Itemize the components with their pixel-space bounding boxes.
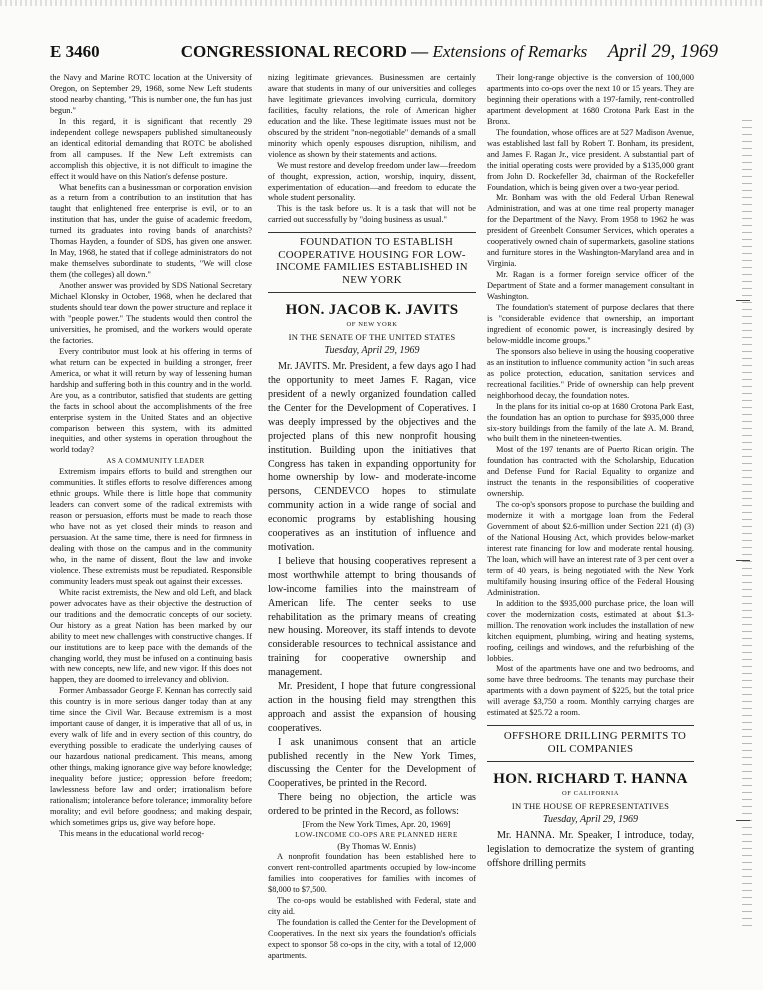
binding-edge [742,120,752,930]
divider [268,232,476,233]
paragraph: Every contributor must look at his offering in terms of what return can be expected in building a stronger, freer America, or what it will return by way of lessening human hardship and suffering both in this country and in the world. Are you, as a contributor, satisfied that students are getting the facts in school about the accomplishments of the free enterprise system in the United States and an objective comparison between this system, with its admitted inequities, and other systems in operation throughout the world today? [50,346,252,455]
chamber: IN THE HOUSE OF REPRESENTATIVES [511,801,670,812]
paragraph: Most of the 197 tenants are of Puerto Rican origin. The foundation has contracted with the Scholarship, Education and Defense Fund for Racial Equality to organize and instruct the tenants in the responsibilities of cooperative ownership. [487,445,694,499]
paragraph: Mr. Ragan is a former foreign service officer of the Department of State and a former management consultant in Washington. [487,270,694,302]
header-date: April 29, 1969 [607,41,718,62]
paragraph: I ask unanimous consent that an article published recently in the New York Times, discussing the Center for the Development of Cooperatives, be printed in the Record. [268,736,476,790]
paragraph: Mr. JAVITS. Mr. President, a few days ago I had the opportunity to meet James F. Ragan, vice president of a newly organized foundation called the Center for the Development of Coperatives. I was deeply impressed by the objectives and the projected plans of this new nonprofit housing institution. Building upon the initiatives that Congress has taken in expanding opportunity for home ownership by low- and moderate-income persons, CENDEVCO hopes to stimulate community action in a wide range of social and economic programs by establishing housing cooperatives as an institution of influence and motivation. [268,361,476,553]
column-2 [268,73,476,962]
divider [487,761,694,762]
section-name: Extensions of Remarks [432,42,588,61]
paragraph: This is the task before us. It is a task that will not be carried out successfully by "doing business as usual." [268,204,476,225]
paragraph: The co-op's sponsors propose to purchase the building and modernize it with a mortgage loan from the Federal Government of about $2.6-million under Section 221 (d) (3) of the National Housing Act, which provides below-market interest rate financing for low and moderate rental housing. The loan, which will have an interest rate of 3 per cent over a term of 40 years, is being negotiated with the New York multifamily housing insuring office of the Federal Housing Administration. [487,500,694,597]
paragraph: There being no objection, the article was ordered to be printed in the Record, as follows: [268,792,476,818]
paragraph: Former Ambassador George F. Kennan has correctly said this country is in more serious danger today than at any time since the Civil War. Because extremism is a most important cause of danger, it is imperative that all of us, in every walk of life and in every section of this country, do everything possible to eradicate the underlying causes of our hazardous national predicament. This means, among other things, making ignorance give way before knowledge; inequality before justice; oppression before freedom; lawlessness before law and order; irrationalism before rationalism; intolerance before tolerance; immorality before morality; and evil before goodness; and making despair, which sometimes grips us, give way before hope. [50,686,252,827]
paragraph: White racist extremists, the New and old Left, and black power advocates have as their objective the destruction of our traditions and the democratic concepts of our society. Our history as a great Nation has been marked by our ability to meet new challenges with constructive changes. If our institutions are to keep pace with the demands of the changing world, they must be infused on a continuing basis with new concepts, new life, and new vigor. If this does not happen, they are doomed to irrelevancy and oblivion. [50,587,252,685]
paragraph: Their long-range objective is the conversion of 100,000 apartments into co-ops over the next 10 or 15 years. They are beginning their operations with a 197-family, rent-controlled apartment development at 1680 Crotona Park East in the Bronx. [487,73,694,126]
page-header [50,42,718,66]
speech-date: Tuesday, April 29, 1969 [324,345,420,357]
paragraph: Extremism impairs efforts to build and strengthen our communities. It stifles efforts to resolve differences among ethnic groups. While there is little hope that community leaders can convert some of the radical extremists with reason or persuasion, efforts must be made to reach those who have not as yet closed their minds to reason and persuasion. At the same time, there is need for firmness in dealing with those on the campus and in the community who, in the name of dissent, flout the law and invoke violence. These extremists must be repudiated. Responsible community leaders must speak out against their excesses. [50,467,252,586]
paragraph: Another answer was provided by SDS National Secretary Michael Klonsky in October, 1968, when he declared that students should tear down the power structure and replace it with "people power." The students would then control the universities, he promised, and the workers would operate the factories. [50,281,252,345]
byline: (By Thomas W. Ennis) [337,841,416,852]
article-title: FOUNDATION TO ESTABLISH COOPERATIVE HOUSING FOR LOW-INCOME FAMILIES ESTABLISHED IN NEW YORK [276,236,468,286]
paragraph: The co-ops would be established with Federal, state and city aid. [268,895,476,916]
paragraph: What benefits can a businessman or corporation envision as a return from a contribution to an institution that has taught that enlightened free enterprise is evil, or to an institution that has, under the guise of academic freedom, turned its graduates into roving bands of anarchists? Thomas Hayden, a founder of SDS, has given one answer. In May, 1968, he stated that if college administrators do not make themselves subordinate to students, "We will close them (the colleges) all down." [50,182,252,280]
article-title: OFFSHORE DRILLING PERMITS TO OIL COMPANIES [503,730,687,755]
nyt-headline: LOW-INCOME CO-OPS ARE PLANNED HERE [295,831,458,840]
divider [268,292,476,293]
paragraph: Mr. President, I hope that future congressional action in the housing field may strengthen this approach and assist the expansion of housing cooperatives. [268,681,476,734]
paragraph: nizing legitimate grievances. Businessmen are certainly aware that students in many of our universities and colleges have legitimate grievances involving curricula, dormitory facilities, faculty relations, the role of American higher education and the like. These legitimate issues must not be obscured by the strident "non-negotiable" demands of a small minority which openly espouses disruption, nihilism, and violence as shown by their statements and actions. [268,73,476,159]
margin-mark [736,560,750,561]
speaker-name: HON. JACOB K. JAVITS [285,302,459,319]
speaker-name: HON. RICHARD T. HANNA [493,771,688,788]
paragraph: A nonprofit foundation has been established here to convert rent-controlled apartments occupied by low-income families into cooperatives for families with incomes of $8,000 to $7,500. [268,851,476,894]
paragraph: The foundation is called the Center for the Development of Cooperatives. In the next six years the foundation's officials expect to sponsor 58 co-ops in the city, with a total of 12,000 apartments. [268,917,476,960]
scan-edge [0,0,763,6]
margin-mark [736,300,750,301]
column-3 [487,73,694,871]
page-number: E 3460 [50,42,100,61]
paragraph: The foundation, whose offices are at 527 Madison Avenue, was established last fall by Robert T. Bonham, its president, and James F. Ragan Jr., vice president. A substantial part of the initial operating costs were provided by a $135,000 grant from John D. Rockefeller 3d, chairman of the Rockefeller Foundation, which is being given over a two-year period. [487,127,694,192]
speech-body [487,829,694,871]
paragraph: The foundation's statement of purpose declares that there is "considerable evidence that ownership, an important ingredient of economic power, is increasingly desired by below-middle income groups." [487,303,694,345]
paragraph: In addition to the $935,000 purchase price, the loan will cover the modernization costs, estimated at about $1.3-million. The renovation work includes the installation of new kitchen equipment, plumbing, wiring and heating systems, roofing, ceilings and windows, and the refurbishing of the lobbies. [487,598,694,663]
column-1 [50,73,252,840]
paragraph: This means in the educational world recog- [59,828,205,838]
paragraph: I believe that housing cooperatives represent a most worthwhile attempt to bring thousands of low-income families into the mainstream of American life. The center seeks to use rehabilitation as the primary means of creating new housing. Moreover, its staff intends to devote considerable resources to technical assistance and training for cooperative ownership and management. [268,555,476,679]
speaker-state: OF NEW YORK [346,321,398,329]
paragraph: In the plans for its initial co-op at 1680 Crotona Park East, the foundation has an option to purchase for $935,000 three six-story buildings from the family of the late A. M. Brand, who built them in the nineteen-twenties. [487,401,694,444]
divider [487,725,694,726]
paragraph: Mr. HANNA. Mr. Speaker, I introduce, today, legislation to democratize the system of granting offshore drilling permits [487,830,694,869]
paragraph: Most of the apartments have one and two bedrooms, and some have three bedrooms. The tenants may purchase their apartments with a down payment of $225, but the total price will average $3,750 a room. Monthly carrying charges are estimated at $25.72 a room. [487,664,694,718]
paragraph: The sponsors also believe in using the housing cooperative as an institution to influence community action "in such areas as police protection, education, sanitation services and recreational facilities." Pride of ownership can help prevent neighborhood decay, the foundation notes. [487,346,694,400]
second-article [487,725,694,871]
paragraph: Mr. Bonham was with the old Federal Urban Renewal Administration, and was at one time real property manager for the Department of the Navy. From 1958 to 1962 he was president of Greenbelt Consumer Services, which operates a cooperatively owned chain of supermarkets, gasoline stations and furniture stores in the Washington-Maryland area and in Virginia. [487,193,694,269]
paragraph: In this regard, it is significant that recently 29 independent college newspapers published simultaneously an identical editorial demanding that ROTC be abolished from all campuses. If the New Left extremists can accomplish this objective, it is not difficult to imagine the effect it would have on this Nation's defense posture. [50,116,252,181]
paragraph: We must restore and develop freedom under law—freedom of thought, expression, action, worship, inquiry, dissent, experimentation of education—and freedom to educate the whole student personality. [268,160,476,203]
speech-body [268,360,476,819]
journal-name: CONGRESSIONAL RECORD — [180,42,429,61]
source-line: [From the New York Times, Apr. 20, 1969] [302,819,451,830]
paragraph: the Navy and Marine ROTC location at the University of Oregon, on September 29, 1968, some New Left students stood nearby chanting, "This is number one, the fun has just begun." [50,73,252,115]
speaker-state: OF CALIFORNIA [561,790,620,798]
margin-mark [736,820,750,821]
subheading: AS A COMMUNITY LEADER [106,457,205,466]
chamber: IN THE SENATE OF THE UNITED STATES [288,332,456,343]
speech-date: Tuesday, April 29, 1969 [542,814,639,826]
